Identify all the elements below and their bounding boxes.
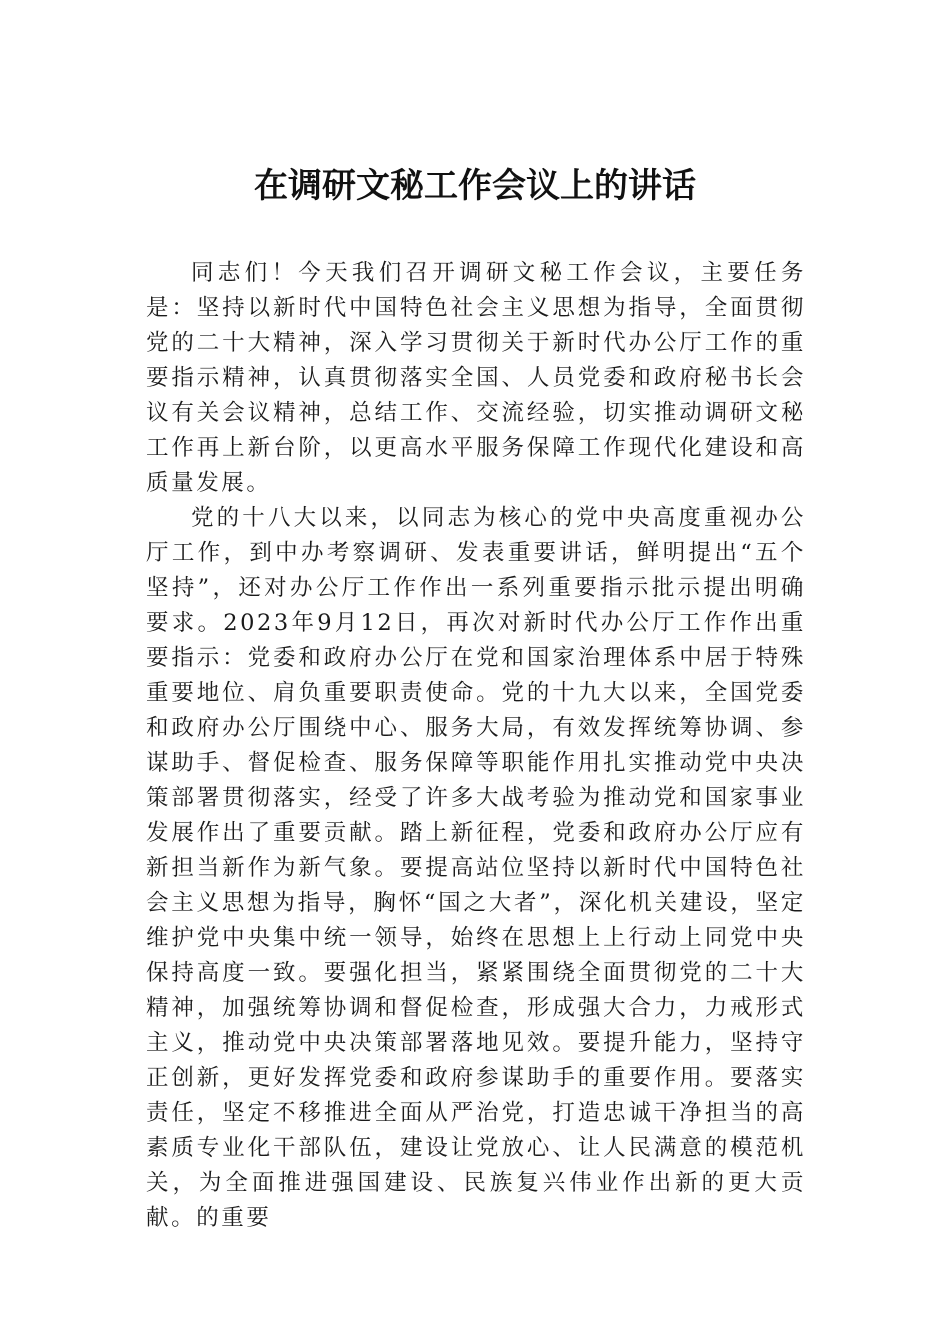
paragraph-review: 党的十八大以来，以同志为核心的党中央高度重视办公厅工作，到中办考察调研、发表重要讲话，鲜明提出“五个坚持”，还对办公厅工作作出一系列重要指示批示提出明确要求。2023年9月12日，再次对新时代办公厅工作作出重要指示：党委和政府办公厅在党和国家治理体系中居于特殊重要地位、肩负重要职责使命。党的十九大以来，全国党委和政府办公厅围绕中心、服务大局，有效发挥统筹协调、参谋助手、督促检查、服务保障等职能作用扎实推动党中央决策部署贯彻落实，经受了许多大战考验为推动党和国家事业发展作出了重要贡献。踏上新征程，党委和政府办公厅应有新担当新作为新气象。要提高站位坚持以新时代中国特色社会主义思想为指导，胸怀“国之大者”，深化机关建设，坚定维护党中央集中统一领导，始终在思想上上行动上同党中央保持高度一致。要强化担当，紧紧围绕全面贯彻党的二十大精神，加强统筹协调和督促检查，形成强大合力，力戒形式主义，推动党中央决策部署落地见效。要提升能力，坚持守正创新，更好发挥党委和政府参谋助手的重要作用。要落实责任，坚定不移推进全面从严治党，打造忠诚干净担当的高素质专业化干部队伍，建设让党放心、让人民满意的模范机关，为全面推进强国建设、民族复兴伟业作出新的更大贡献。的重要 [146,505,806,1231]
document-body [146,256,806,1236]
document-title: 在调研文秘工作会议上的讲话 [254,166,696,206]
paragraph-opening: 同志们！今天我们召开调研文秘工作会议，主要任务是：坚持以新时代中国特色社会主义思想为指导，全面贯彻党的二十大精神，深入学习贯彻关于新时代办公厅工作的重要指示精神，认真贯彻落实全国、人员党委和政府秘书长会议有关会议精神，总结工作、交流经验，切实推动调研文秘工作再上新台阶，以更高水平服务保障工作现代化建设和高质量发展。 [146,260,806,496]
